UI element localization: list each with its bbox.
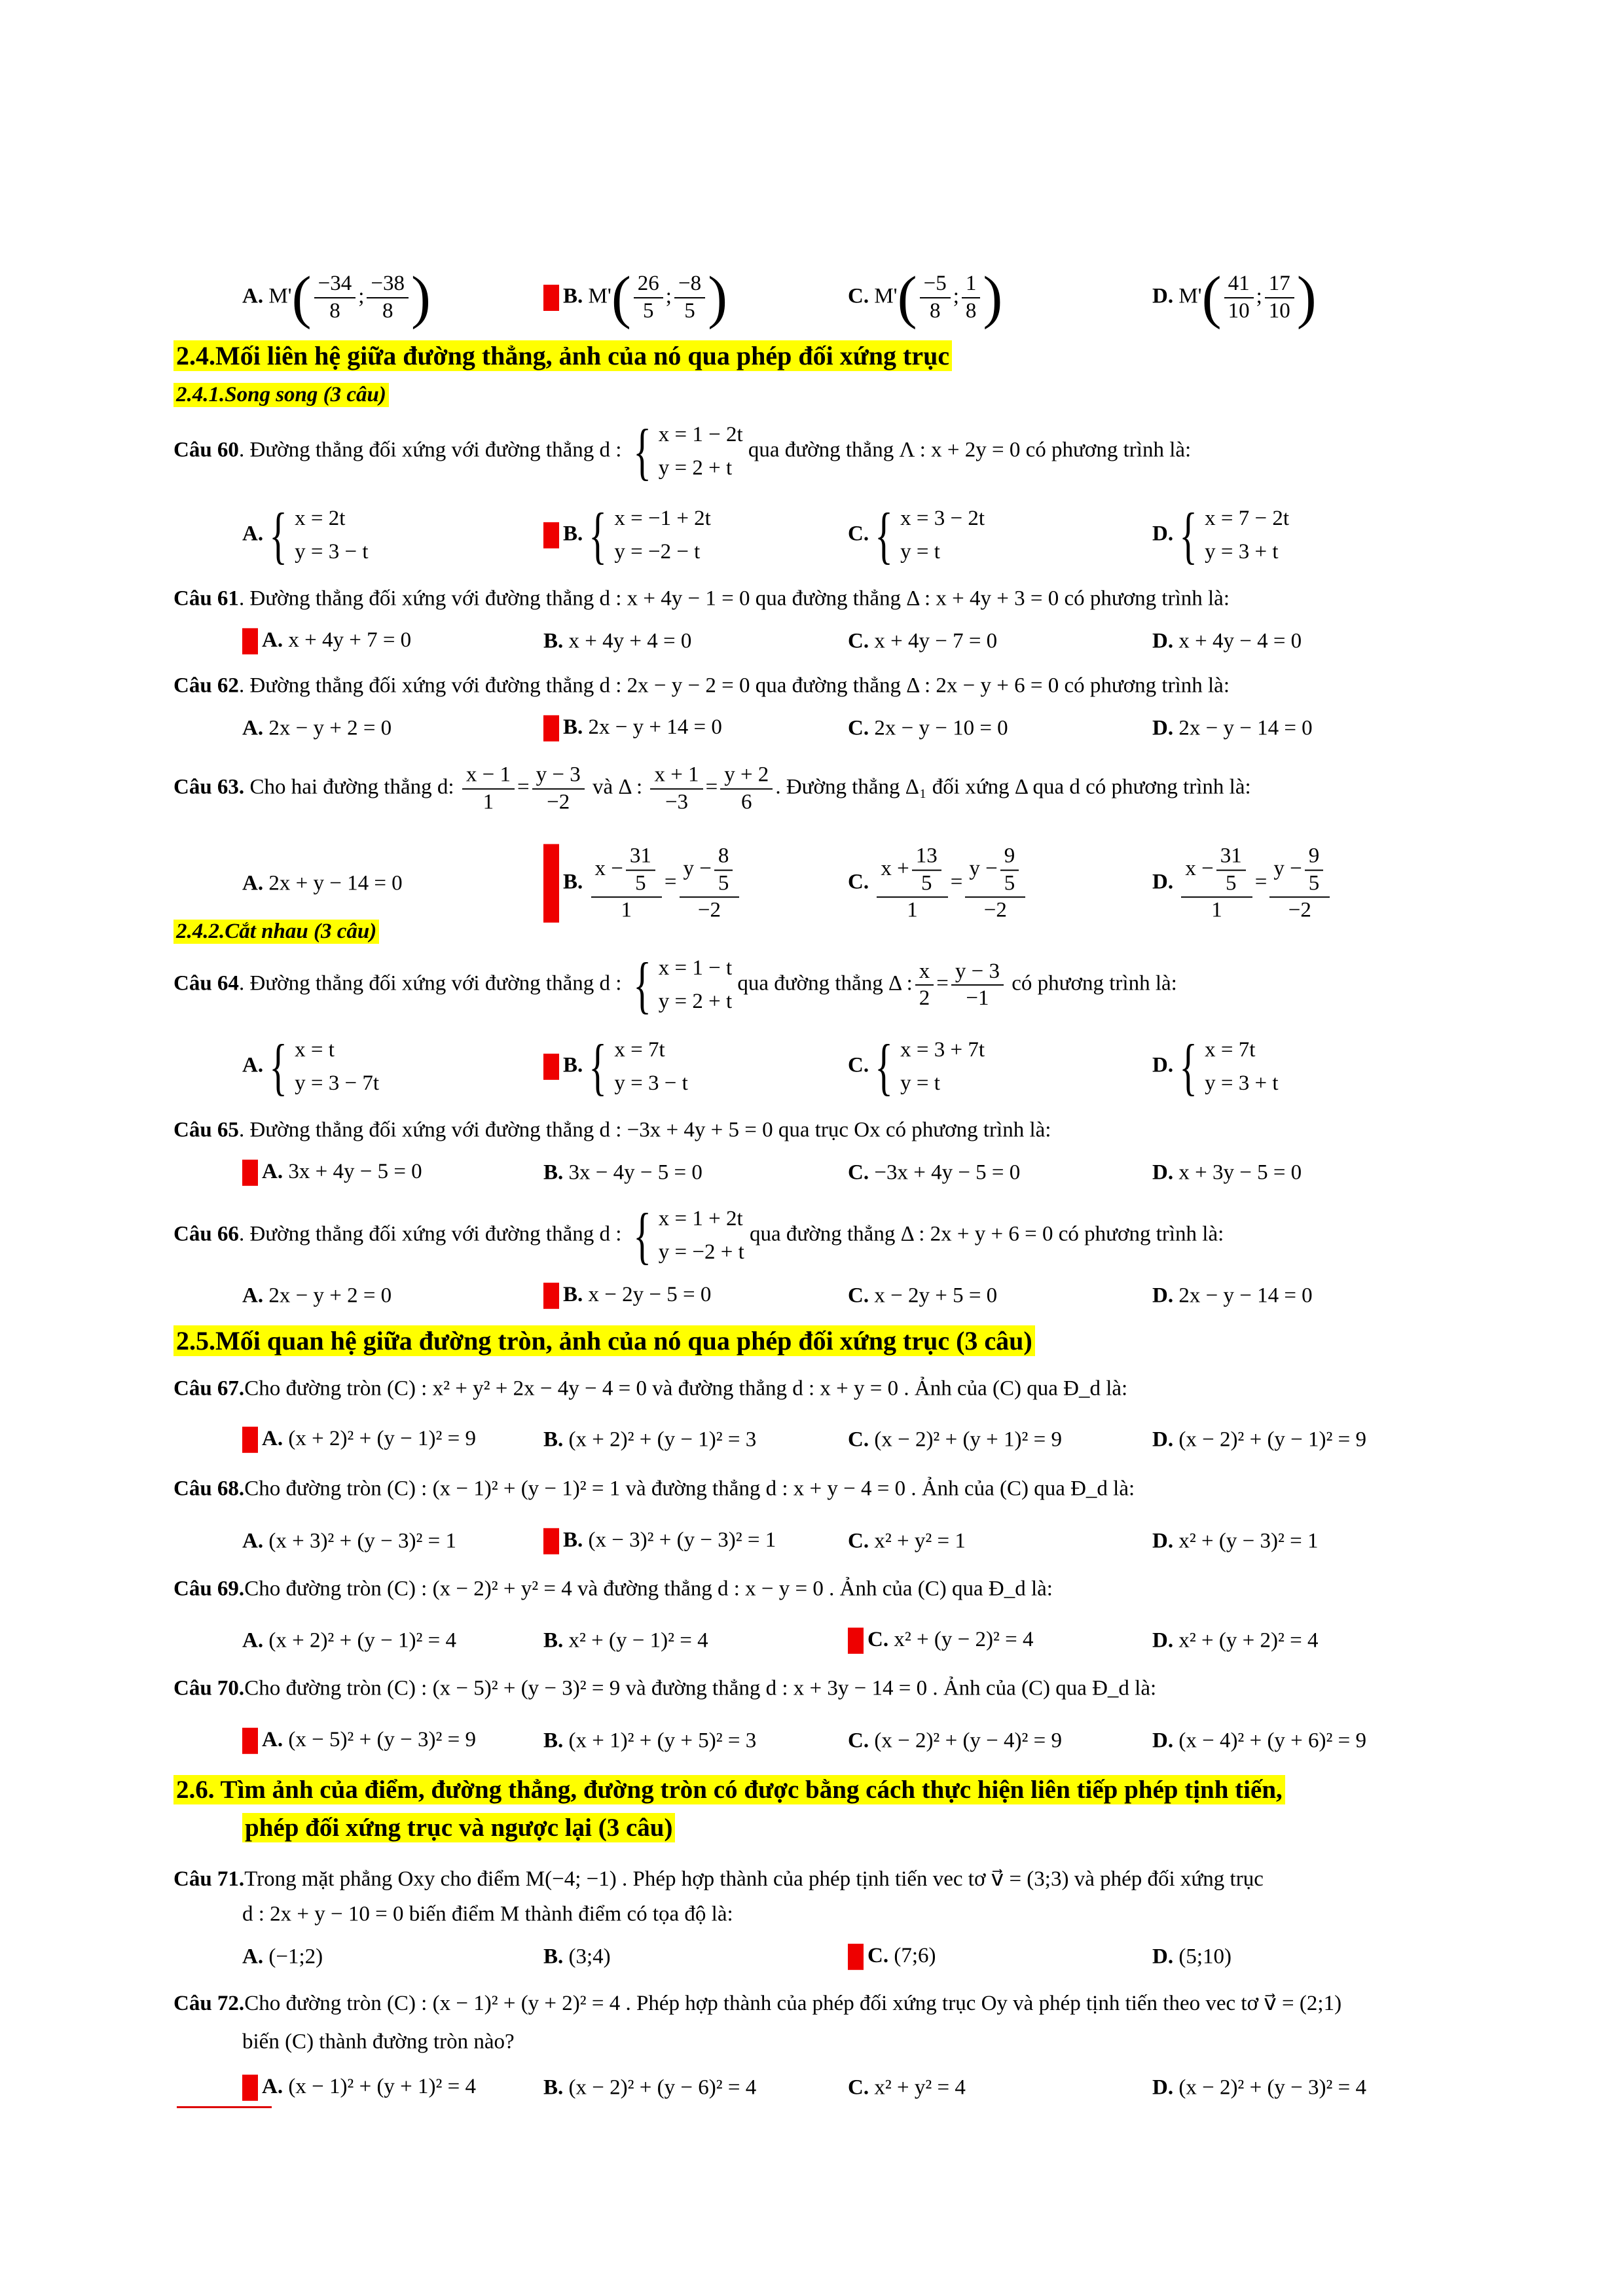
q68-option-d[interactable]: D. x² + (y − 3)² = 1 xyxy=(1152,1529,1319,1553)
q59-option-d[interactable]: D. M'( $\frac{41}{10}$ ; $\frac{17}{10}$ ) xyxy=(1152,265,1317,330)
q61-option-a[interactable]: A. x + 4y + 7 = 0 xyxy=(242,628,411,655)
q69-option-c[interactable]: C. x² + (y − 2)² = 4 xyxy=(848,1628,1033,1654)
answer-marker xyxy=(242,1728,258,1754)
q68-option-a[interactable]: A. (x + 3)² + (y − 3)² = 1 xyxy=(242,1529,457,1553)
answer-marker xyxy=(543,715,559,742)
q60-option-c[interactable]: C. { x = 3 − 2t y = t xyxy=(848,500,985,570)
q61-option-b[interactable]: B. x + 4y + 4 = 0 xyxy=(543,629,692,653)
q69-option-b[interactable]: B. x² + (y − 1)² = 4 xyxy=(543,1628,708,1653)
q72-option-b[interactable]: B. (x − 2)² + (y − 6)² = 4 xyxy=(543,2075,757,2100)
q71-option-b[interactable]: B. (3;4) xyxy=(543,1945,611,1969)
q70-option-b[interactable]: B. (x + 1)² + (y + 5)² = 3 xyxy=(543,1729,757,1753)
q62-option-a[interactable]: A. 2x − y + 2 = 0 xyxy=(242,716,392,740)
answer-marker xyxy=(242,1427,258,1453)
q61-option-d[interactable]: D. x + 4y − 4 = 0 xyxy=(1152,629,1302,653)
q64-option-a[interactable]: A. { x = t y = 3 − 7t xyxy=(242,1031,380,1102)
q65-option-a[interactable]: A. 3x + 4y − 5 = 0 xyxy=(242,1160,422,1186)
answer-marker xyxy=(543,1054,559,1080)
q72-option-c[interactable]: C. x² + y² = 4 xyxy=(848,2075,966,2100)
q66-option-a[interactable]: A. 2x − y + 2 = 0 xyxy=(242,1283,392,1308)
q65-option-d[interactable]: D. x + 3y − 5 = 0 xyxy=(1152,1160,1302,1185)
answer-marker xyxy=(543,1528,559,1554)
q70-option-a[interactable]: A. (x − 5)² + (y − 3)² = 9 xyxy=(242,1728,476,1754)
q70-option-c[interactable]: C. (x − 2)² + (y − 4)² = 9 xyxy=(848,1729,1063,1753)
q67-option-a[interactable]: A. (x + 2)² + (y − 1)² = 9 xyxy=(242,1427,476,1453)
q64-option-d[interactable]: D. { x = 7t y = 3 + t xyxy=(1152,1031,1279,1102)
q63-option-a[interactable]: A. 2x + y − 14 = 0 xyxy=(242,871,403,895)
q66-option-c[interactable]: C. x − 2y + 5 = 0 xyxy=(848,1283,998,1308)
answer-marker xyxy=(543,285,559,311)
q71-option-c[interactable]: C. (7;6) xyxy=(848,1944,936,1970)
q68-option-b[interactable]: B. (x − 3)² + (y − 3)² = 1 xyxy=(543,1528,776,1554)
q72-option-d[interactable]: D. (x − 2)² + (y − 3)² = 4 xyxy=(1152,2075,1367,2100)
q63-option-c[interactable]: C. x + $\frac{13}{5}$ 1 = y − $\frac{9}{5}$ −2 xyxy=(848,844,1028,924)
q59-option-b[interactable]: B. M'( $\frac{26}{5}$ ; $\frac{-8}{5}$ ) xyxy=(543,268,727,327)
q68-option-c[interactable]: C. x² + y² = 1 xyxy=(848,1529,966,1553)
q60-option-a[interactable]: A. { x = 2t y = 3 − t xyxy=(242,500,369,570)
q66-option-d[interactable]: D. 2x − y − 14 = 0 xyxy=(1152,1283,1313,1308)
q72-option-a[interactable]: A. (x − 1)² + (y + 1)² = 4 xyxy=(242,2075,476,2101)
answer-marker xyxy=(543,522,559,548)
answer-marker xyxy=(242,1160,258,1186)
subsection-heading-2-4-1: 2.4.1.Song song (3 câu) xyxy=(173,383,389,407)
section-heading-2-6-line1: 2.6. Tìm ảnh của điểm, đường thẳng, đường tròn có được bằng cách thực hiện liên tiếp phép tịnh tiến, xyxy=(173,1775,1285,1804)
answer-marker xyxy=(242,2075,258,2101)
q60-option-b[interactable]: B. { x = −1 + 2t y = −2 − t xyxy=(543,502,711,569)
subsection-heading-2-4-2: 2.4.2.Cắt nhau (3 câu) xyxy=(173,920,379,944)
q66-option-b[interactable]: B. x − 2y − 5 = 0 xyxy=(543,1283,711,1309)
q67-option-b[interactable]: B. (x + 2)² + (y − 1)² = 3 xyxy=(543,1427,757,1452)
q62-option-c[interactable]: C. 2x − y − 10 = 0 xyxy=(848,716,1008,740)
q69-option-d[interactable]: D. x² + (y + 2)² = 4 xyxy=(1152,1628,1319,1653)
q69-option-a[interactable]: A. (x + 2)² + (y − 1)² = 4 xyxy=(242,1628,457,1653)
q60-option-d[interactable]: D. { x = 7 − 2t y = 3 + t xyxy=(1152,500,1290,570)
q61-option-c[interactable]: C. x + 4y − 7 = 0 xyxy=(848,629,998,653)
section-heading-2-4: 2.4.Mối liên hệ giữa đường thẳng, ảnh của nó qua phép đối xứng trục xyxy=(173,340,952,371)
answer-marker xyxy=(848,1944,864,1970)
answer-marker xyxy=(543,1283,559,1309)
q71-option-d[interactable]: D. (5;10) xyxy=(1152,1945,1231,1969)
red-underline xyxy=(177,2106,272,2108)
q63-option-b[interactable]: B. x − $\frac{31}{5}$ 1 = y − $\frac{8}{5}$ −2 xyxy=(543,844,742,924)
q62-option-b[interactable]: B. 2x − y + 14 = 0 xyxy=(543,715,722,742)
section-heading-2-6-line2: phép đối xứng trục và ngược lại (3 câu) xyxy=(242,1813,675,1842)
q63-option-d[interactable]: D. x − $\frac{31}{5}$ 1 = y − $\frac{9}{5}$ −2 xyxy=(1152,844,1332,924)
q70-option-d[interactable]: D. (x − 4)² + (y + 6)² = 9 xyxy=(1152,1729,1367,1753)
q71-option-a[interactable]: A. (−1;2) xyxy=(242,1945,323,1969)
q67-option-d[interactable]: D. (x − 2)² + (y − 1)² = 9 xyxy=(1152,1427,1367,1452)
q67-option-c[interactable]: C. (x − 2)² + (y + 1)² = 9 xyxy=(848,1427,1063,1452)
q65-option-b[interactable]: B. 3x − 4y − 5 = 0 xyxy=(543,1160,702,1185)
answer-marker xyxy=(543,844,559,923)
q65-option-c[interactable]: C. −3x + 4y − 5 = 0 xyxy=(848,1160,1021,1185)
q62-option-d[interactable]: D. 2x − y − 14 = 0 xyxy=(1152,716,1313,740)
q64-option-c[interactable]: C. { x = 3 + 7t y = t xyxy=(848,1031,985,1102)
q59-option-a[interactable]: A. M'( $\frac{-34}{8}$ ; $\frac{-38}{8}$ ) xyxy=(242,265,431,330)
section-heading-2-5: 2.5.Mối quan hệ giữa đường tròn, ảnh của nó qua phép đối xứng trục (3 câu) xyxy=(173,1325,1035,1356)
q64-option-b[interactable]: B. { x = 7t y = 3 − t xyxy=(543,1033,688,1100)
answer-marker xyxy=(848,1628,864,1654)
q59-option-c[interactable]: C. M'( $\frac{-5}{8}$ ; $\frac{1}{8}$ ) xyxy=(848,265,1003,330)
answer-marker xyxy=(242,628,258,655)
